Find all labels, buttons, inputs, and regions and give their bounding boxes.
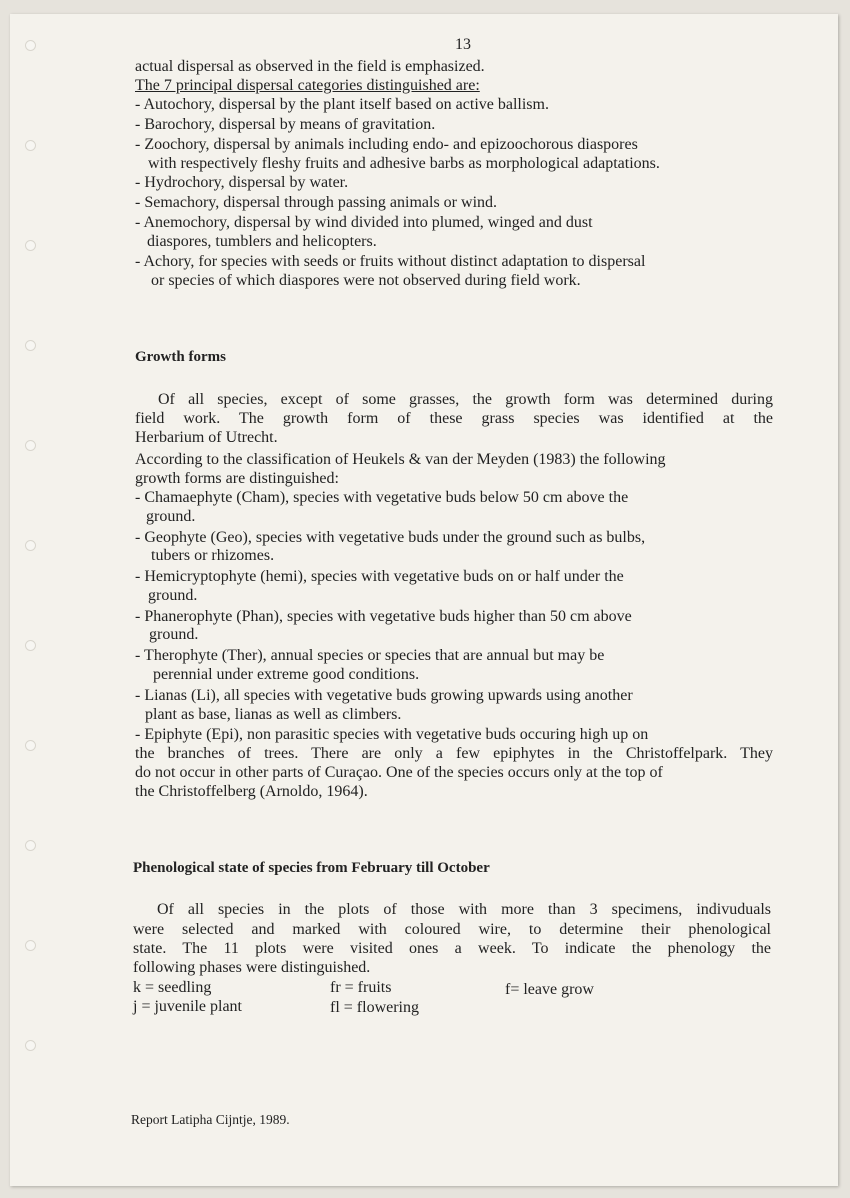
growth-para-line: field work. The growth form of these grass species was identified at the bbox=[135, 410, 773, 427]
dispersal-item: - Hydrochory, dispersal by water. bbox=[135, 174, 349, 191]
dispersal-item: - Autochory, dispersal by the plant itself based on active ballism. bbox=[135, 96, 549, 113]
legend-fruits: fr = fruits bbox=[330, 979, 392, 996]
intro-line: actual dispersal as observed in the field is emphasized. bbox=[135, 58, 485, 75]
page-number: 13 bbox=[455, 36, 471, 53]
growth-item: ground. bbox=[146, 508, 196, 525]
growth-para-line: growth forms are distinguished: bbox=[135, 470, 339, 487]
growth-item: ground. bbox=[149, 626, 199, 643]
growth-item: the Christoffelberg (Arnoldo, 1964). bbox=[135, 783, 368, 800]
growth-item: - Hemicryptophyte (hemi), species with vegetative buds on or half under the bbox=[135, 568, 624, 585]
growth-item: - Epiphyte (Epi), non parasitic species with vegetative buds occuring high up on bbox=[135, 726, 649, 743]
dispersal-item: - Achory, for species with seeds or fruits without distinct adaptation to dispersal bbox=[135, 253, 646, 270]
growth-item: - Phanerophyte (Phan), species with vegetative buds higher than 50 cm above bbox=[135, 608, 632, 625]
punch-hole-icon bbox=[25, 840, 36, 851]
punch-hole-icon bbox=[25, 440, 36, 451]
growth-item: - Therophyte (Ther), annual species or species that are annual but may be bbox=[135, 647, 605, 664]
growth-item: ground. bbox=[148, 587, 198, 604]
growth-item: - Chamaephyte (Cham), species with vegetative buds below 50 cm above the bbox=[135, 489, 629, 506]
dispersal-item: - Zoochory, dispersal by animals including endo- and epizoochorous diaspores bbox=[135, 136, 638, 153]
growth-item: perennial under extreme good conditions. bbox=[153, 666, 420, 683]
growth-item: - Lianas (Li), all species with vegetative buds growing upwards using another bbox=[135, 687, 633, 704]
dispersal-item: diaspores, tumblers and helicopters. bbox=[147, 233, 377, 250]
dispersal-item: - Semachory, dispersal through passing animals or wind. bbox=[135, 194, 498, 211]
legend-leave-grow: f= leave grow bbox=[505, 981, 594, 998]
punch-hole-icon bbox=[25, 40, 36, 51]
growth-item: tubers or rhizomes. bbox=[151, 547, 275, 564]
growth-para-line: Of all species, except of some grasses, the growth form was determined during bbox=[158, 391, 773, 408]
dispersal-item: - Barochory, dispersal by means of gravitation. bbox=[135, 116, 436, 133]
categories-heading: The 7 principal dispersal categories distinguished are: bbox=[135, 77, 480, 94]
punch-hole-icon bbox=[25, 340, 36, 351]
growth-item: - Geophyte (Geo), species with vegetative buds under the ground such as bulbs, bbox=[135, 529, 646, 546]
legend-flowering: fl = flowering bbox=[330, 999, 419, 1016]
growth-para-line: According to the classification of Heukels & van der Meyden (1983) the following bbox=[135, 451, 666, 468]
phenology-line: following phases were distinguished. bbox=[133, 959, 371, 976]
dispersal-item: - Anemochory, dispersal by wind divided into plumed, winged and dust bbox=[135, 214, 593, 231]
dispersal-item: or species of which diaspores were not observed during field work. bbox=[151, 272, 581, 289]
punch-hole-icon bbox=[25, 240, 36, 251]
phenology-heading: Phenological state of species from February till October bbox=[133, 860, 490, 876]
punch-hole-icon bbox=[25, 940, 36, 951]
growth-item: do not occur in other parts of Curaçao. One of the species occurs only at the top of bbox=[135, 764, 663, 781]
phenology-line: Of all species in the plots of those with more than 3 specimens, indivuduals bbox=[157, 901, 771, 918]
growth-item: plant as base, lianas as well as climbers. bbox=[145, 706, 402, 723]
legend-juvenile: j = juvenile plant bbox=[133, 998, 242, 1015]
phenology-line: state. The 11 plots were visited ones a week. To indicate the phenology the bbox=[133, 940, 771, 957]
punch-hole-icon bbox=[25, 540, 36, 551]
punch-hole-icon bbox=[25, 640, 36, 651]
growth-forms-heading: Growth forms bbox=[135, 349, 226, 365]
phenology-line: were selected and marked with coloured wire, to determine their phenological bbox=[133, 921, 771, 938]
punch-hole-icon bbox=[25, 740, 36, 751]
punch-hole-icon bbox=[25, 140, 36, 151]
legend-seedling: k = seedling bbox=[133, 979, 212, 996]
dispersal-item: with respectively fleshy fruits and adhesive barbs as morphological adaptations. bbox=[148, 155, 660, 172]
punch-hole-icon bbox=[25, 1040, 36, 1051]
footer-citation: Report Latipha Cijntje, 1989. bbox=[131, 1112, 290, 1127]
growth-para-line: Herbarium of Utrecht. bbox=[135, 429, 278, 446]
growth-item: the branches of trees. There are only a few epiphytes in the Christoffelpark. They bbox=[135, 745, 773, 762]
